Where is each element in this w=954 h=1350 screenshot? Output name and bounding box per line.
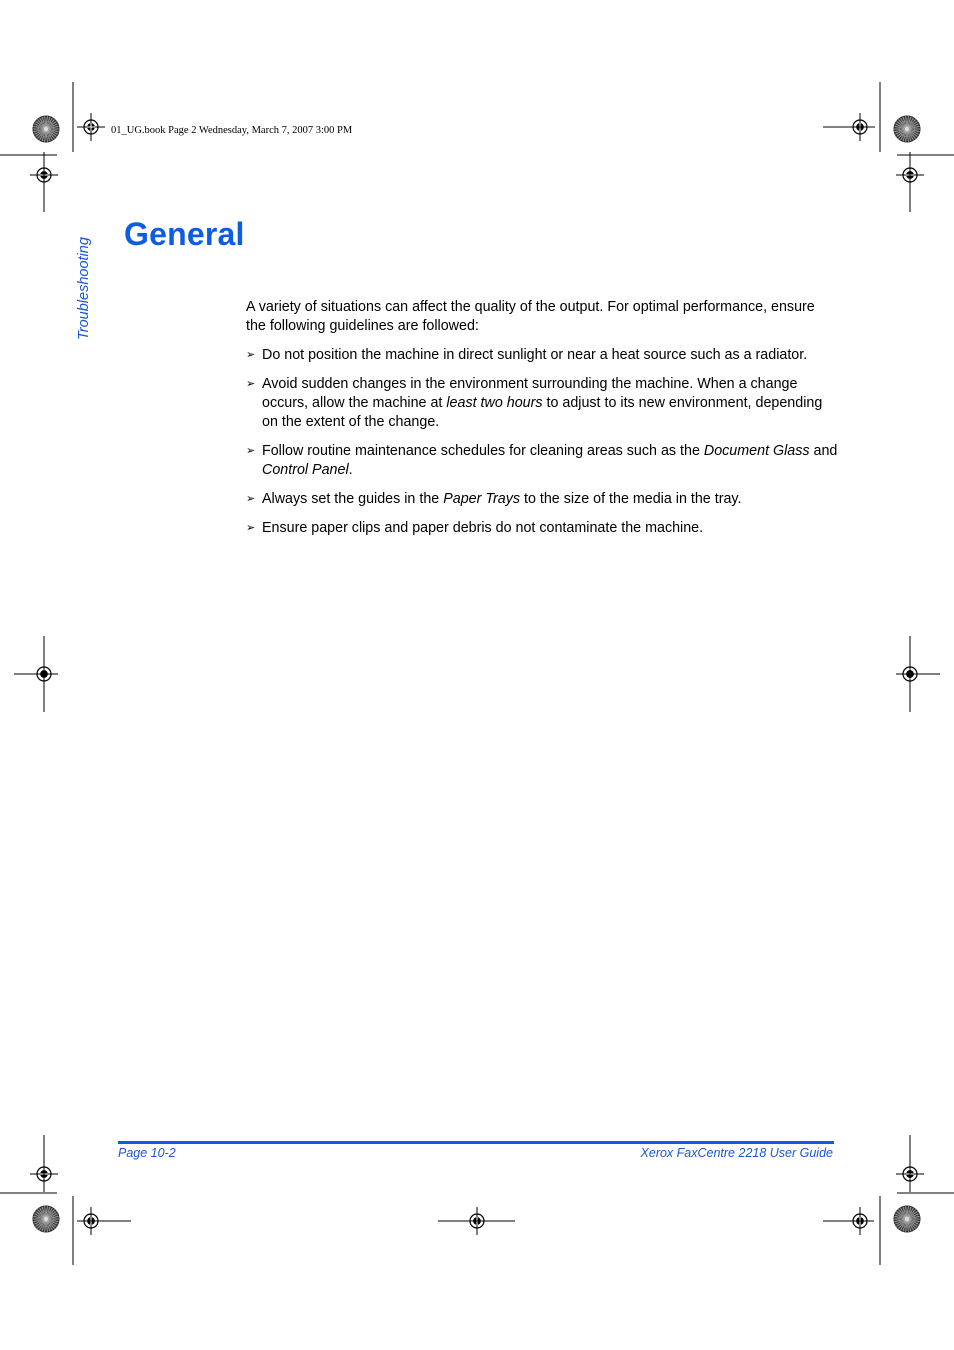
registration-mark-icon <box>77 113 105 141</box>
guideline-emphasis: least two hours <box>446 395 543 411</box>
color-target-icon <box>33 1206 59 1232</box>
guideline-text: . <box>348 462 353 478</box>
arrow-bullet-icon: ➢ <box>246 445 256 457</box>
guideline-emphasis: Document Glass <box>703 443 810 459</box>
guideline-item <box>246 375 838 432</box>
guideline-item <box>246 490 838 509</box>
guideline-item <box>246 442 838 480</box>
guideline-item <box>246 519 838 538</box>
guideline-emphasis: Control Panel <box>262 462 349 478</box>
footer-guide-title: Xerox FaxCentre 2218 User Guide <box>640 1146 833 1160</box>
print-slug: 01_UG.book Page 2 Wednesday, March 7, 2007 3:00 PM <box>111 125 353 136</box>
color-target-icon <box>33 116 59 142</box>
page-title: General <box>124 216 245 252</box>
guideline-text: Avoid sudden changes in the environment surrounding the machine. When a change occurs, allow the machine at <box>262 376 798 411</box>
guideline-text: Ensure paper clips and paper debris do not contaminate the machine. <box>262 520 704 536</box>
arrow-bullet-icon: ➢ <box>246 378 256 390</box>
guideline-text: to the size of the media in the tray. <box>520 491 742 507</box>
arrow-bullet-icon: ➢ <box>246 493 256 505</box>
guideline-text: Do not position the machine in direct sunlight or near a heat source such as a radiator. <box>262 347 808 363</box>
footer-rule <box>118 1141 834 1144</box>
intro-paragraph: A variety of situations can affect the quality of the output. For optimal performance, ensure the following guidelines are followed: <box>246 299 815 334</box>
guideline-item <box>246 346 838 365</box>
guideline-emphasis: Paper Trays <box>443 491 521 507</box>
guideline-text: Follow routine maintenance schedules for cleaning areas such as the <box>262 443 704 459</box>
guideline-text: to adjust to its new environment, depending on the extent of the change. <box>262 395 823 430</box>
section-side-label: Troubleshooting <box>76 237 92 340</box>
color-target-icon <box>894 1206 920 1232</box>
guideline-text: and <box>809 443 838 459</box>
arrow-bullet-icon: ➢ <box>246 522 256 534</box>
color-target-icon <box>894 116 920 142</box>
footer-page-number: Page 10-2 <box>118 1146 176 1160</box>
guideline-list <box>246 346 838 538</box>
arrow-bullet-icon: ➢ <box>246 349 256 361</box>
body-content <box>246 298 838 548</box>
guideline-text: Always set the guides in the <box>262 491 444 507</box>
